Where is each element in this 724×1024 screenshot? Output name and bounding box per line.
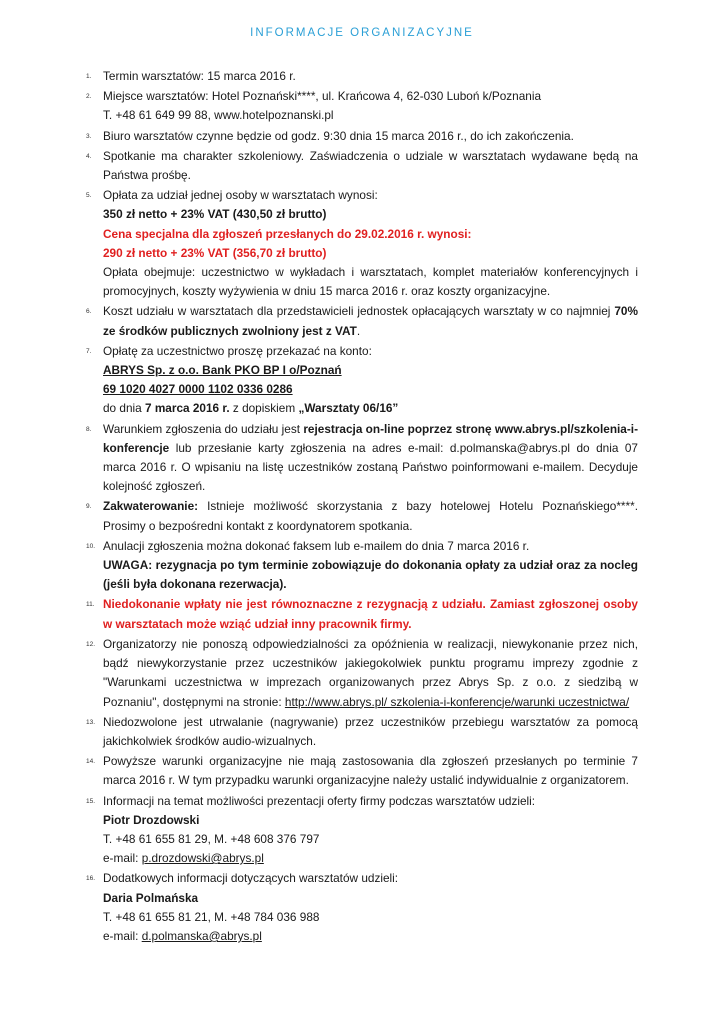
due-middle: z dopiskiem — [229, 401, 299, 416]
item-number: 11. — [86, 601, 95, 609]
list-item — [86, 792, 638, 869]
item-number: 5. — [86, 192, 92, 200]
list-item — [86, 635, 638, 712]
item-text: Powyższe warunki organizacyjne nie mają zastosowania dla zgłoszeń przesłanych po terminie 7 marca 2016 r. W tym przypadku warunki organizacyjne należy ustalić indywidualnie z organizatorem. — [103, 754, 638, 788]
item-number: 8. — [86, 425, 92, 433]
list-item — [86, 497, 638, 535]
item-number: 13. — [86, 718, 96, 726]
item-text: Organizatorzy nie ponoszą odpowiedzialności za opóźnienia w realizacji, niewykonanie przez nich, bądź niewykorzystanie przez uczestników jakiegokolwiek punktu programu imprezy zgodnie z "Warunkami uczestnictwa w imprezach organizowanych przez Abrys Sp. z o.o. z siedzibą w Poznaniu", dostępnymi na stronie: — [103, 636, 638, 709]
price-special-label: Cena specjalna dla zgłoszeń przesłanych do 29.02.2016 r. wynosi: — [103, 226, 472, 241]
item-text: Termin warsztatów: 15 marca 2016 r. — [103, 69, 296, 83]
list-item — [86, 302, 638, 340]
list-item — [86, 420, 638, 497]
list-item — [86, 127, 638, 146]
list-item — [86, 87, 638, 125]
item-text: Koszt udziału w warsztatach dla przedstawicieli jednostek opłacających warsztaty w co najmniej — [103, 304, 611, 319]
list-item — [86, 713, 638, 751]
item-text: Opłata za udział jednej osoby w warsztatach wynosi: — [103, 188, 378, 203]
info-list — [86, 67, 638, 946]
payment-warning: Niedokonanie wpłaty nie jest równoznaczne z rezygnacją z udziału. Zamiast zgłoszonej osoby w warsztatach może wziąć udział inny pracownik firmy. — [103, 597, 638, 631]
list-item — [86, 67, 638, 86]
price-includes: Opłata obejmuje: uczestnictwo w wykładach i warsztatach, komplet materiałów konferencyjnych i promocyjnych, koszty wyżywienia w dniu 15 marca 2016 r. oraz koszty organizacyjne. — [103, 265, 638, 299]
due-prefix: do dnia — [103, 401, 145, 416]
contact-name: Daria Polmańska — [103, 890, 199, 905]
contact-email-link[interactable]: p.drozdowski@abrys.pl — [141, 851, 264, 866]
list-item — [86, 537, 638, 595]
item-text: Opłatę za uczestnictwo proszę przekazać na konto: — [103, 343, 372, 358]
contact-name: Piotr Drozdowski — [103, 812, 200, 827]
list-item — [86, 595, 638, 633]
email-label: e-mail: — [103, 851, 142, 866]
item-number: 7. — [86, 347, 92, 355]
item-text-rest: lub przesłanie karty zgłoszenia na adres e-mail: d.polmanska@abrys.pl do dnia 07 marca 2016 r. O wpisaniu na listę uczestników zostaną Państwo poinformowani e-mailem. Decyduje kolejność zgłoszeń. — [103, 440, 638, 494]
email-label: e-mail: — [103, 928, 142, 943]
item-number: 3. — [86, 132, 92, 140]
payment-reference: „Warsztaty 06/16” — [298, 401, 399, 416]
bank-name: ABRYS Sp. z o.o. Bank PKO BP I o/Poznań — [103, 363, 342, 378]
item-number: 9. — [86, 503, 92, 511]
item-text: Istnieje możliwość skorzystania z bazy hotelowej Hotelu Poznańskiego****. Prosimy o bezpośredni kontakt z koordynatorem spotkania. — [103, 499, 638, 533]
item-number: 4. — [86, 152, 92, 160]
cancellation-warning: UWAGA: rezygnacja po tym terminie zobowiązuje do dokonania opłaty za udział oraz za nocleg (jeśli była dokonana rezerwacja). — [103, 558, 638, 592]
item-text: Warunkiem zgłoszenia do udziału jest — [103, 421, 304, 436]
item-text: Biuro warsztatów czynne będzie od godz. 9:30 dnia 15 marca 2016 r., do ich zakończenia. — [103, 128, 574, 143]
page-title: INFORMACJE ORGANIZACYJNE — [250, 27, 474, 39]
item-number: 16. — [86, 875, 96, 883]
item-text: Anulacji zgłoszenia można dokonać faksem lub e-mailem do dnia 7 marca 2016 r. — [103, 538, 530, 553]
item-text: Spotkanie ma charakter szkoleniowy. Zaświadczenia o udziale w warsztatach wydawane będą na Państwa prośbę. — [103, 148, 638, 183]
item-number: 12. — [86, 640, 96, 648]
item-number: 14. — [86, 758, 96, 766]
item-text-end: . — [356, 323, 361, 338]
vat-exemption: 70% ze środków publicznych zwolniony jest z VAT — [103, 304, 638, 338]
due-date: 7 marca 2016 r. — [144, 401, 230, 416]
accommodation-label: Zakwaterowanie: — [103, 499, 199, 514]
price-special: 290 zł netto + 23% VAT (356,70 zł brutto) — [103, 245, 327, 260]
item-number: 1. — [86, 73, 92, 80]
item-number: 15. — [86, 797, 96, 805]
list-item — [86, 869, 638, 946]
bank-account: 69 1020 4027 0000 1102 0336 0286 — [103, 382, 293, 397]
contact-phone: T. +48 61 655 81 29, M. +48 608 376 797 — [103, 831, 320, 846]
list-item — [86, 147, 638, 185]
item-text: Niedozwolone jest utrwalanie (nagrywanie) przez uczestników przebiegu warsztatów za pomocą jakichkolwiek środków audio-wizualnych. — [103, 714, 638, 748]
list-item — [86, 342, 638, 419]
item-text: Dodatkowych informacji dotyczących warsztatów udzieli: — [103, 871, 399, 886]
terms-link[interactable]: http://www.abrys.pl/ szkolenia-i-konferencje/warunki uczestnictwa/ — [284, 694, 630, 709]
item-text: Miejsce warsztatów: Hotel Poznański****, ul. Krańcowa 4, 62-030 Luboń k/Poznania — [103, 89, 542, 104]
price-regular: 350 zł netto + 23% VAT (430,50 zł brutto) — [103, 207, 327, 222]
item-number: 6. — [86, 308, 92, 316]
contact-email-link[interactable]: d.polmanska@abrys.pl — [141, 928, 262, 943]
list-item — [86, 186, 638, 301]
registration-link[interactable]: rejestracja on-line poprzez stronę www.abrys.pl/szkolenia-i-konferencje — [103, 421, 638, 455]
list-item — [86, 752, 638, 790]
item-text: Informacji na temat możliwości prezentacji oferty firmy podczas warsztatów udzieli: — [103, 793, 536, 808]
item-number: 10. — [86, 542, 96, 550]
hotel-contact: T. +48 61 649 99 88, www.hotelpoznanski.pl — [103, 108, 334, 123]
item-number: 2. — [86, 93, 92, 101]
contact-phone: T. +48 61 655 81 21, M. +48 784 036 988 — [103, 909, 320, 924]
